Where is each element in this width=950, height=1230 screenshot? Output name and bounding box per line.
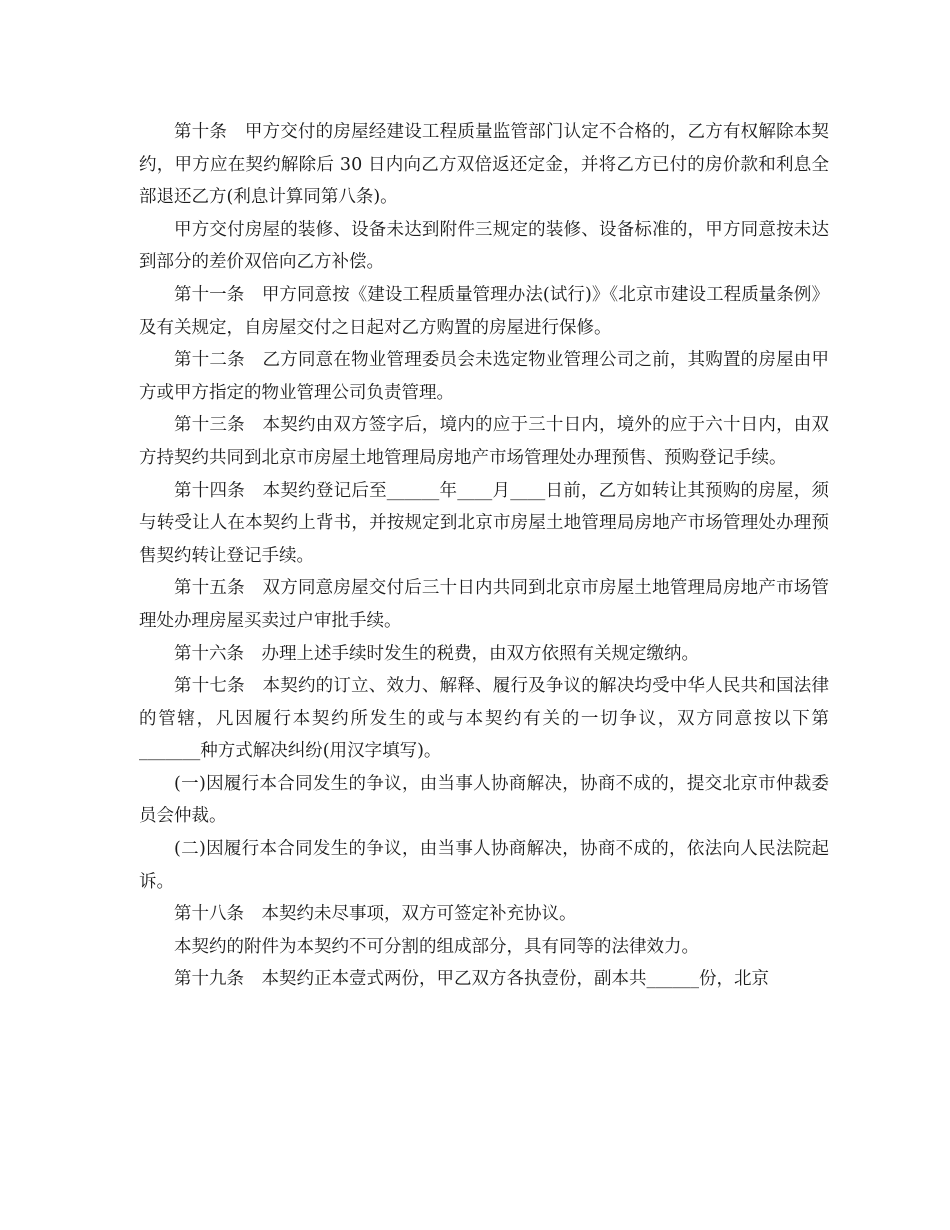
article-12-paragraph: 第十二条 乙方同意在物业管理委员会未选定物业管理公司之前，其购置的房屋由甲方或甲方指定的物业管理公司负责管理。 [139, 350, 829, 403]
article-14-paragraph: 第十四条 本契约登记后至______年____月____日前，乙方如转让其预购的房屋，须与转受让人在本契约上背书，并按规定到北京市房屋土地管理局房地产市场管理处办理预售契约转让登记手续。 [139, 480, 829, 566]
article-15-paragraph: 第十五条 双方同意房屋交付后三十日内共同到北京市房屋土地管理局房地产市场管理处办理房屋买卖过户审批手续。 [139, 578, 829, 631]
article-16-paragraph: 第十六条 办理上述手续时发生的税费，由双方依照有关规定缴纳。 [174, 643, 699, 664]
article-10-decoration-paragraph: 甲方交付房屋的装修、设备未达到附件三规定的装修、设备标准的，甲方同意按未达到部分的差价双倍向乙方补偿。 [139, 219, 829, 273]
article-19-paragraph: 第十九条 本契约正本壹式两份，甲乙双方各执壹份，副本共______份，北京 [174, 969, 769, 990]
article-17-paragraph: 第十七条 本契约的订立、效力、解释、履行及争议的解决均受中华人民共和国法律的管辖，凡因履行本契约所发生的或与本契约有关的一切争议，双方同意按以下第_______种方式解决纠纷(用汉字填写)。 [139, 676, 829, 762]
attachments-paragraph: 本契约的附件为本契约不可分割的组成部分，具有同等的法律效力。 [174, 936, 699, 957]
article-18-paragraph: 第十八条 本契约未尽事项，双方可签定补充协议。 [174, 904, 577, 925]
article-10-paragraph: 第十条 甲方交付的房屋经建设工程质量监管部门认定不合格的，乙方有权解除本契约，甲方应在契约解除后 30 日内向乙方双倍返还定金，并将乙方已付的房价款和利息全部退还乙方(利息计算同第八条)。 [139, 122, 829, 208]
article-13-paragraph: 第十三条 本契约由双方签字后，境内的应于三十日内，境外的应于六十日内，由双方持契约共同到北京市房屋土地管理局房地产市场管理处办理预售、预购登记手续。 [139, 415, 829, 468]
dispute-option-2-paragraph: (二)因履行本合同发生的争议，由当事人协商解决，协商不成的，依法向人民法院起诉。 [139, 839, 829, 892]
document-body [139, 116, 829, 996]
dispute-option-1-paragraph: (一)因履行本合同发生的争议，由当事人协商解决，协商不成的，提交北京市仲裁委员会仲裁。 [139, 773, 829, 827]
article-11-paragraph: 第十一条 甲方同意按《建设工程质量管理办法(试行)》《北京市建设工程质量条例》及有关规定，自房屋交付之日起对乙方购置的房屋进行保修。 [139, 284, 829, 338]
